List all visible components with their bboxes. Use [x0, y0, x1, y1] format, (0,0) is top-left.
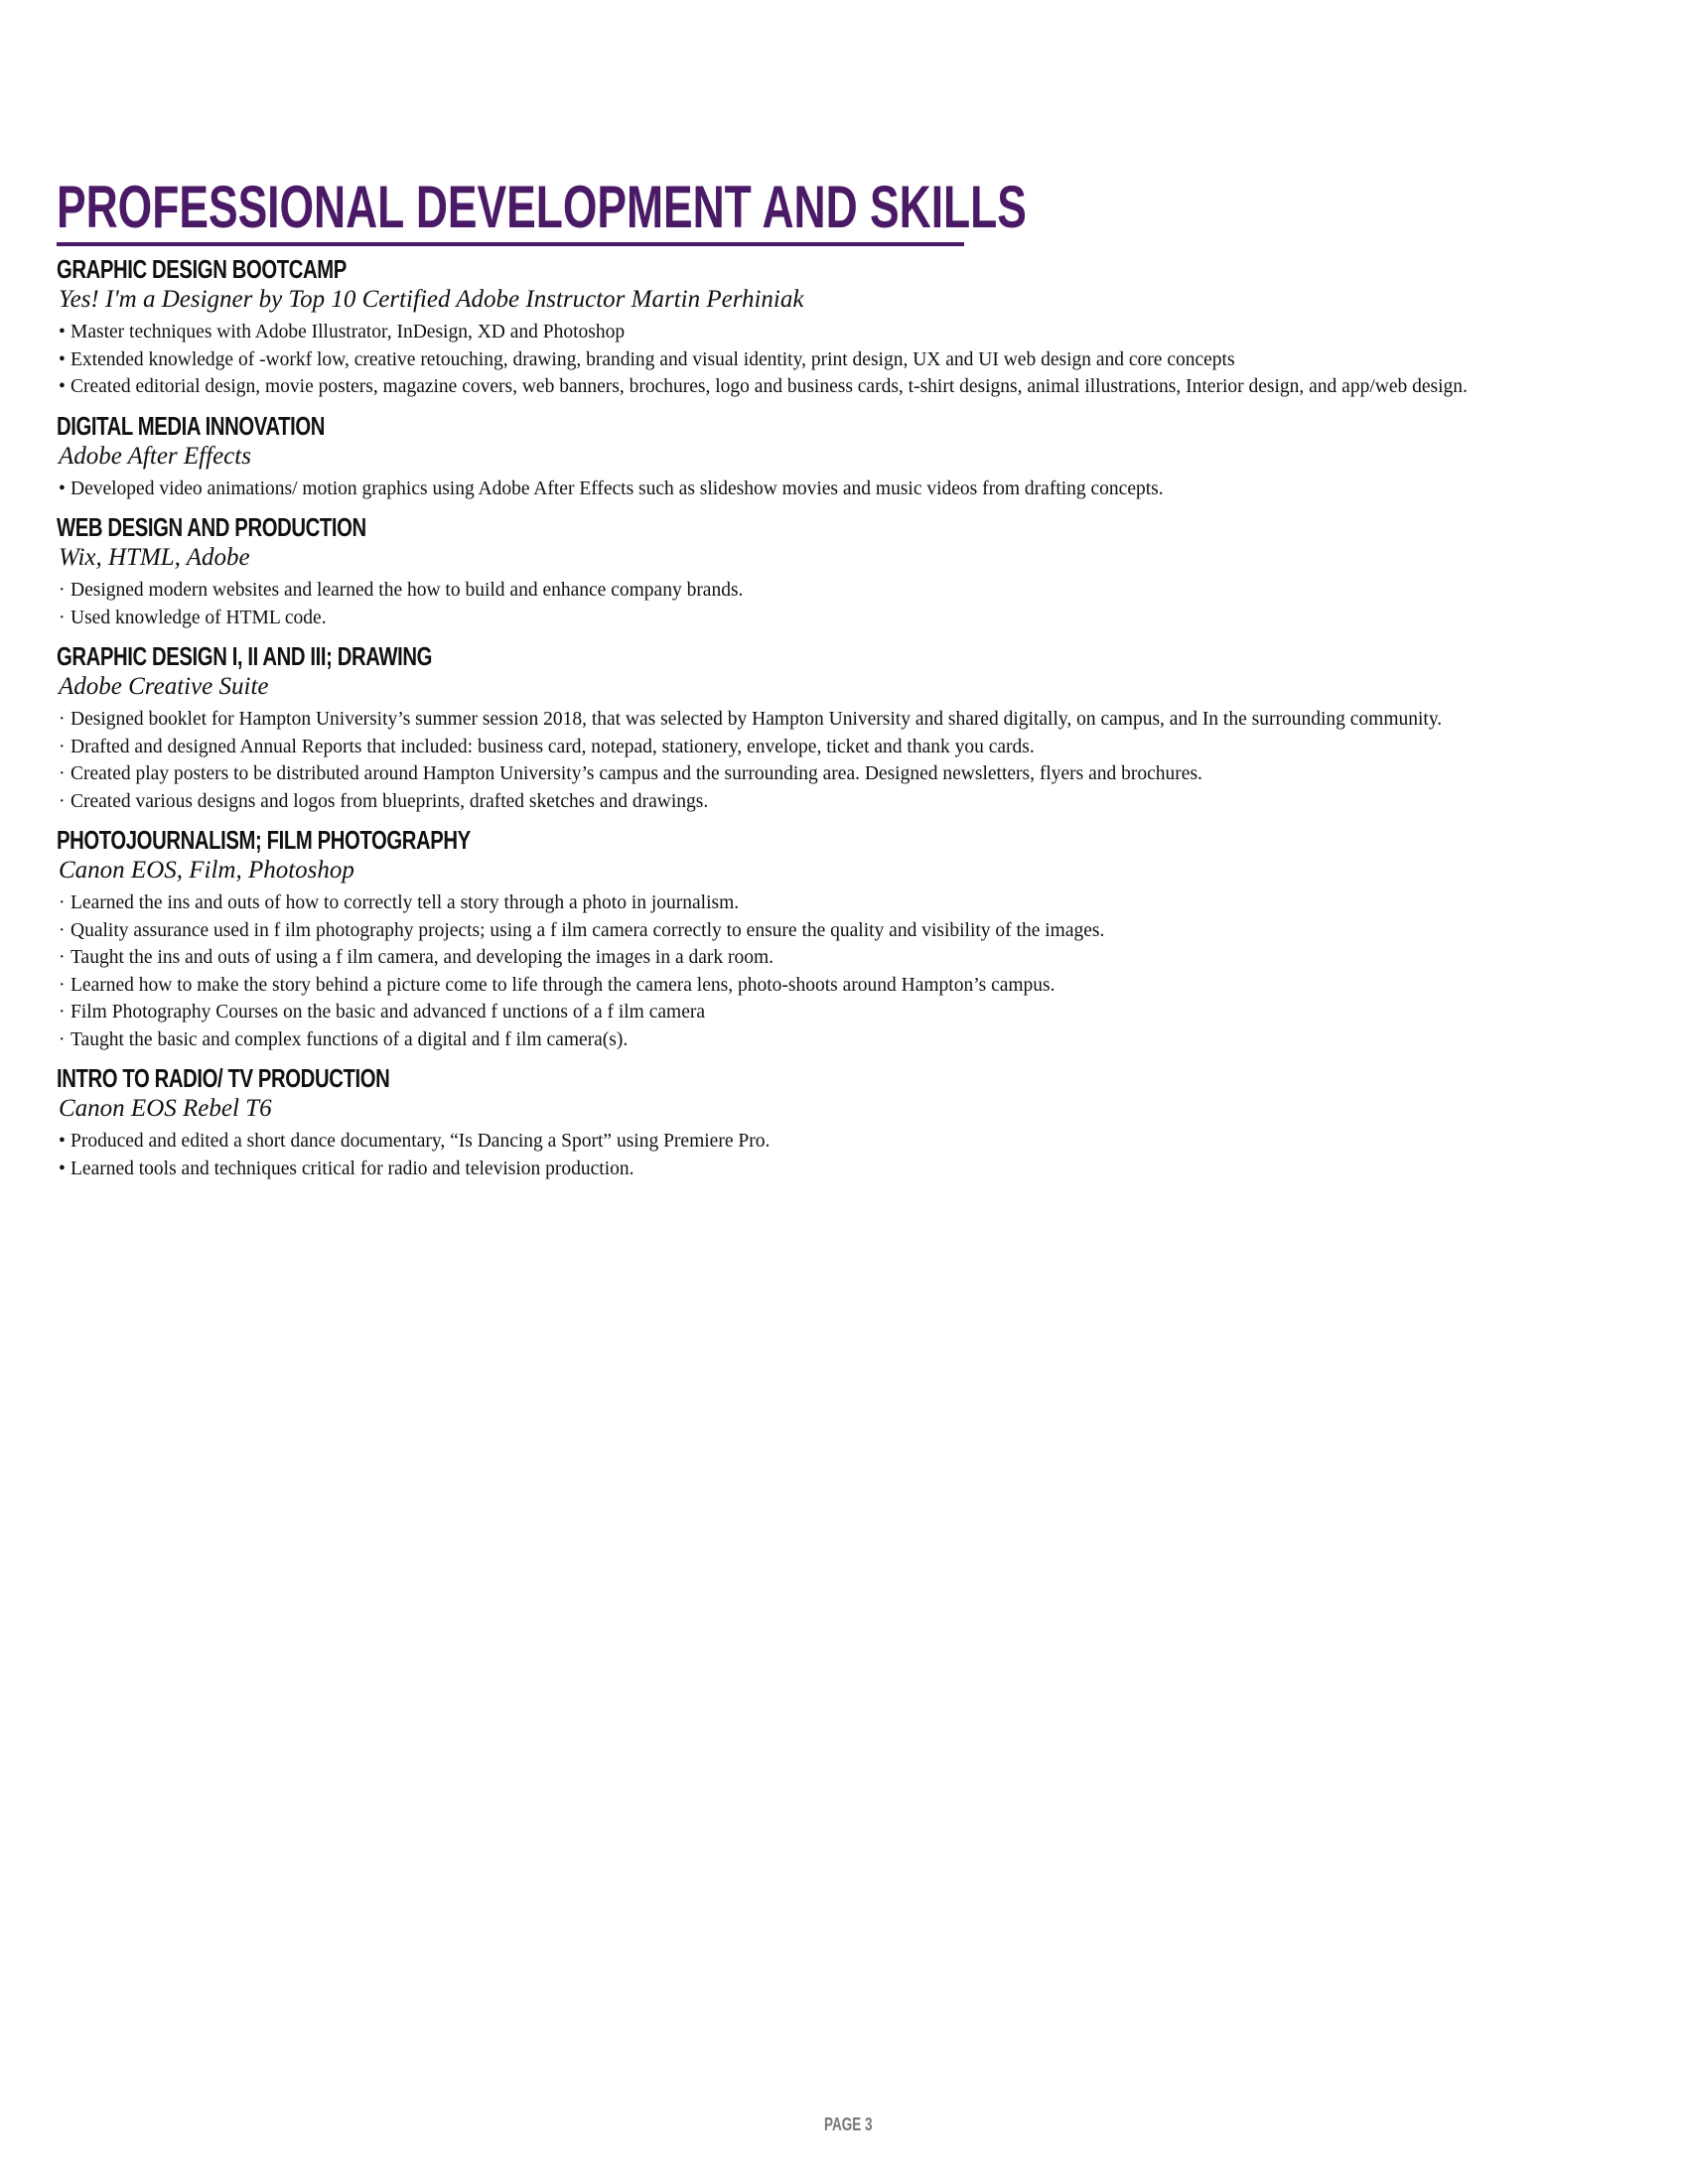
bullet-item: [57, 346, 1606, 374]
section-subtitle: Canon EOS Rebel T6: [59, 1095, 272, 1122]
section-heading: PHOTOJOURNALISM; FILM PHOTOGRAPHY: [57, 825, 471, 855]
section-subtitle: Adobe Creative Suite: [59, 673, 269, 700]
bullet-marker: ·: [59, 607, 66, 628]
bullet-item: [57, 1026, 1606, 1054]
bullet-list: [57, 1128, 1606, 1182]
bullet-marker: ·: [59, 919, 66, 941]
bullet-marker: ·: [59, 892, 66, 913]
bullet-marker: ·: [59, 947, 66, 968]
bullet-marker: ·: [59, 580, 66, 601]
bullet-text: Designed modern websites and learned the how to build and enhance company brands.: [70, 580, 744, 601]
bullet-item: [57, 706, 1606, 734]
bullet-text: Learned the ins and outs of how to correctly tell a story through a photo in journalism.: [70, 892, 740, 913]
bullet-item: [57, 373, 1606, 401]
bullet-text: Used knowledge of HTML code.: [70, 607, 327, 628]
bullet-text: Extended knowledge of -workf low, creative retouching, drawing, branding and visual identity, print design, UX and UI web design and core concepts: [70, 348, 1235, 370]
bullet-text: Quality assurance used in f ilm photography projects; using a f ilm camera correctly to ensure the quality and visibility of the images.: [70, 919, 1105, 941]
bullet-item: [57, 972, 1606, 1000]
section-heading: GRAPHIC DESIGN I, II AND III; DRAWING: [57, 641, 433, 671]
bullet-list: [57, 706, 1606, 815]
section: [57, 825, 1606, 1063]
page-number: PAGE 3: [824, 2115, 873, 2134]
bullet-list: [57, 577, 1606, 631]
bullet-text: Produced and edited a short dance documentary, “Is Dancing a Sport” using Premiere Pro.: [70, 1131, 771, 1152]
section: [57, 1063, 1606, 1192]
bullet-text: Learned how to make the story behind a picture come to life through the camera lens, photo-shoots around Hampton’s campus.: [70, 974, 1055, 996]
section: [57, 512, 1606, 641]
title-underline: [57, 242, 964, 246]
section: [57, 641, 1606, 825]
bullet-item: [57, 476, 1606, 503]
bullet-marker: ·: [59, 790, 66, 812]
page-title: PROFESSIONAL DEVELOPMENT AND SKILLS: [57, 174, 1027, 240]
bullet-text: Designed booklet for Hampton University’s summer session 2018, that was selected by Hampton University and shared digitally, on campus, and In the surrounding community.: [70, 709, 1443, 730]
bullet-text: Taught the ins and outs of using a f ilm camera, and developing the images in a dark room.: [70, 947, 774, 968]
bullet-text: Drafted and designed Annual Reports that included: business card, notepad, stationery, envelope, ticket and thank you cards.: [70, 736, 1035, 757]
bullet-text: Master techniques with Adobe Illustrator, InDesign, XD and Photoshop: [70, 322, 626, 342]
bullet-text: Created various designs and logos from blueprints, drafted sketches and drawings.: [70, 790, 709, 812]
bullet-marker: ·: [59, 763, 66, 784]
sections-container: [57, 254, 1606, 1192]
bullet-marker: ·: [59, 1028, 66, 1050]
bullet-marker: •: [59, 376, 66, 397]
section-heading: DIGITAL MEDIA INNOVATION: [57, 410, 326, 441]
section-subtitle: Adobe After Effects: [59, 442, 251, 470]
bullet-marker: •: [59, 1131, 66, 1152]
bullet-marker: ·: [59, 1002, 66, 1023]
section: [57, 411, 1606, 513]
section-heading: WEB DESIGN AND PRODUCTION: [57, 512, 366, 542]
section-subtitle: Canon EOS, Film, Photoshop: [59, 857, 354, 884]
bullet-item: [57, 760, 1606, 788]
bullet-item: [57, 889, 1606, 917]
bullet-text: Created play posters to be distributed around Hampton University’s campus and the surrounding area. Designed newsletters, flyers and brochures.: [70, 763, 1202, 784]
bullet-item: [57, 1128, 1606, 1156]
section-heading: INTRO TO RADIO/ TV PRODUCTION: [57, 1063, 390, 1093]
bullet-marker: ·: [59, 974, 66, 996]
bullet-marker: •: [59, 322, 66, 342]
section-subtitle: Wix, HTML, Adobe: [59, 544, 250, 571]
bullet-list: [57, 476, 1606, 503]
bullet-item: [57, 944, 1606, 972]
bullet-text: Film Photography Courses on the basic and advanced f unctions of a f ilm camera: [70, 1002, 706, 1023]
bullet-item: [57, 999, 1606, 1026]
bullet-text: Taught the basic and complex functions of a digital and f ilm camera(s).: [70, 1028, 629, 1050]
bullet-marker: ·: [59, 709, 66, 730]
bullet-list: [57, 889, 1606, 1053]
bullet-marker: •: [59, 348, 66, 370]
bullet-list: [57, 319, 1606, 401]
bullet-marker: ·: [59, 736, 66, 757]
section: [57, 254, 1606, 411]
bullet-marker: •: [59, 1158, 66, 1179]
bullet-text: Developed video animations/ motion graphics using Adobe After Effects such as slideshow movies and music videos from drafting concepts.: [70, 478, 1164, 499]
section-subtitle: Yes! I'm a Designer by Top 10 Certified Adobe Instructor Martin Perhiniak: [59, 286, 804, 313]
bullet-marker: •: [59, 478, 66, 499]
bullet-item: [57, 1156, 1606, 1183]
bullet-item: [57, 577, 1606, 605]
bullet-text: Learned tools and techniques critical for radio and television production.: [70, 1158, 634, 1179]
bullet-item: [57, 734, 1606, 761]
bullet-text: Created editorial design, movie posters, magazine covers, web banners, brochures, logo and business cards, t-shirt designs, animal illustrations, Interior design, and app/web design.: [70, 376, 1468, 397]
section-heading: GRAPHIC DESIGN BOOTCAMP: [57, 254, 347, 284]
bullet-item: [57, 319, 1606, 346]
bullet-item: [57, 788, 1606, 816]
bullet-item: [57, 917, 1606, 945]
bullet-item: [57, 605, 1606, 632]
